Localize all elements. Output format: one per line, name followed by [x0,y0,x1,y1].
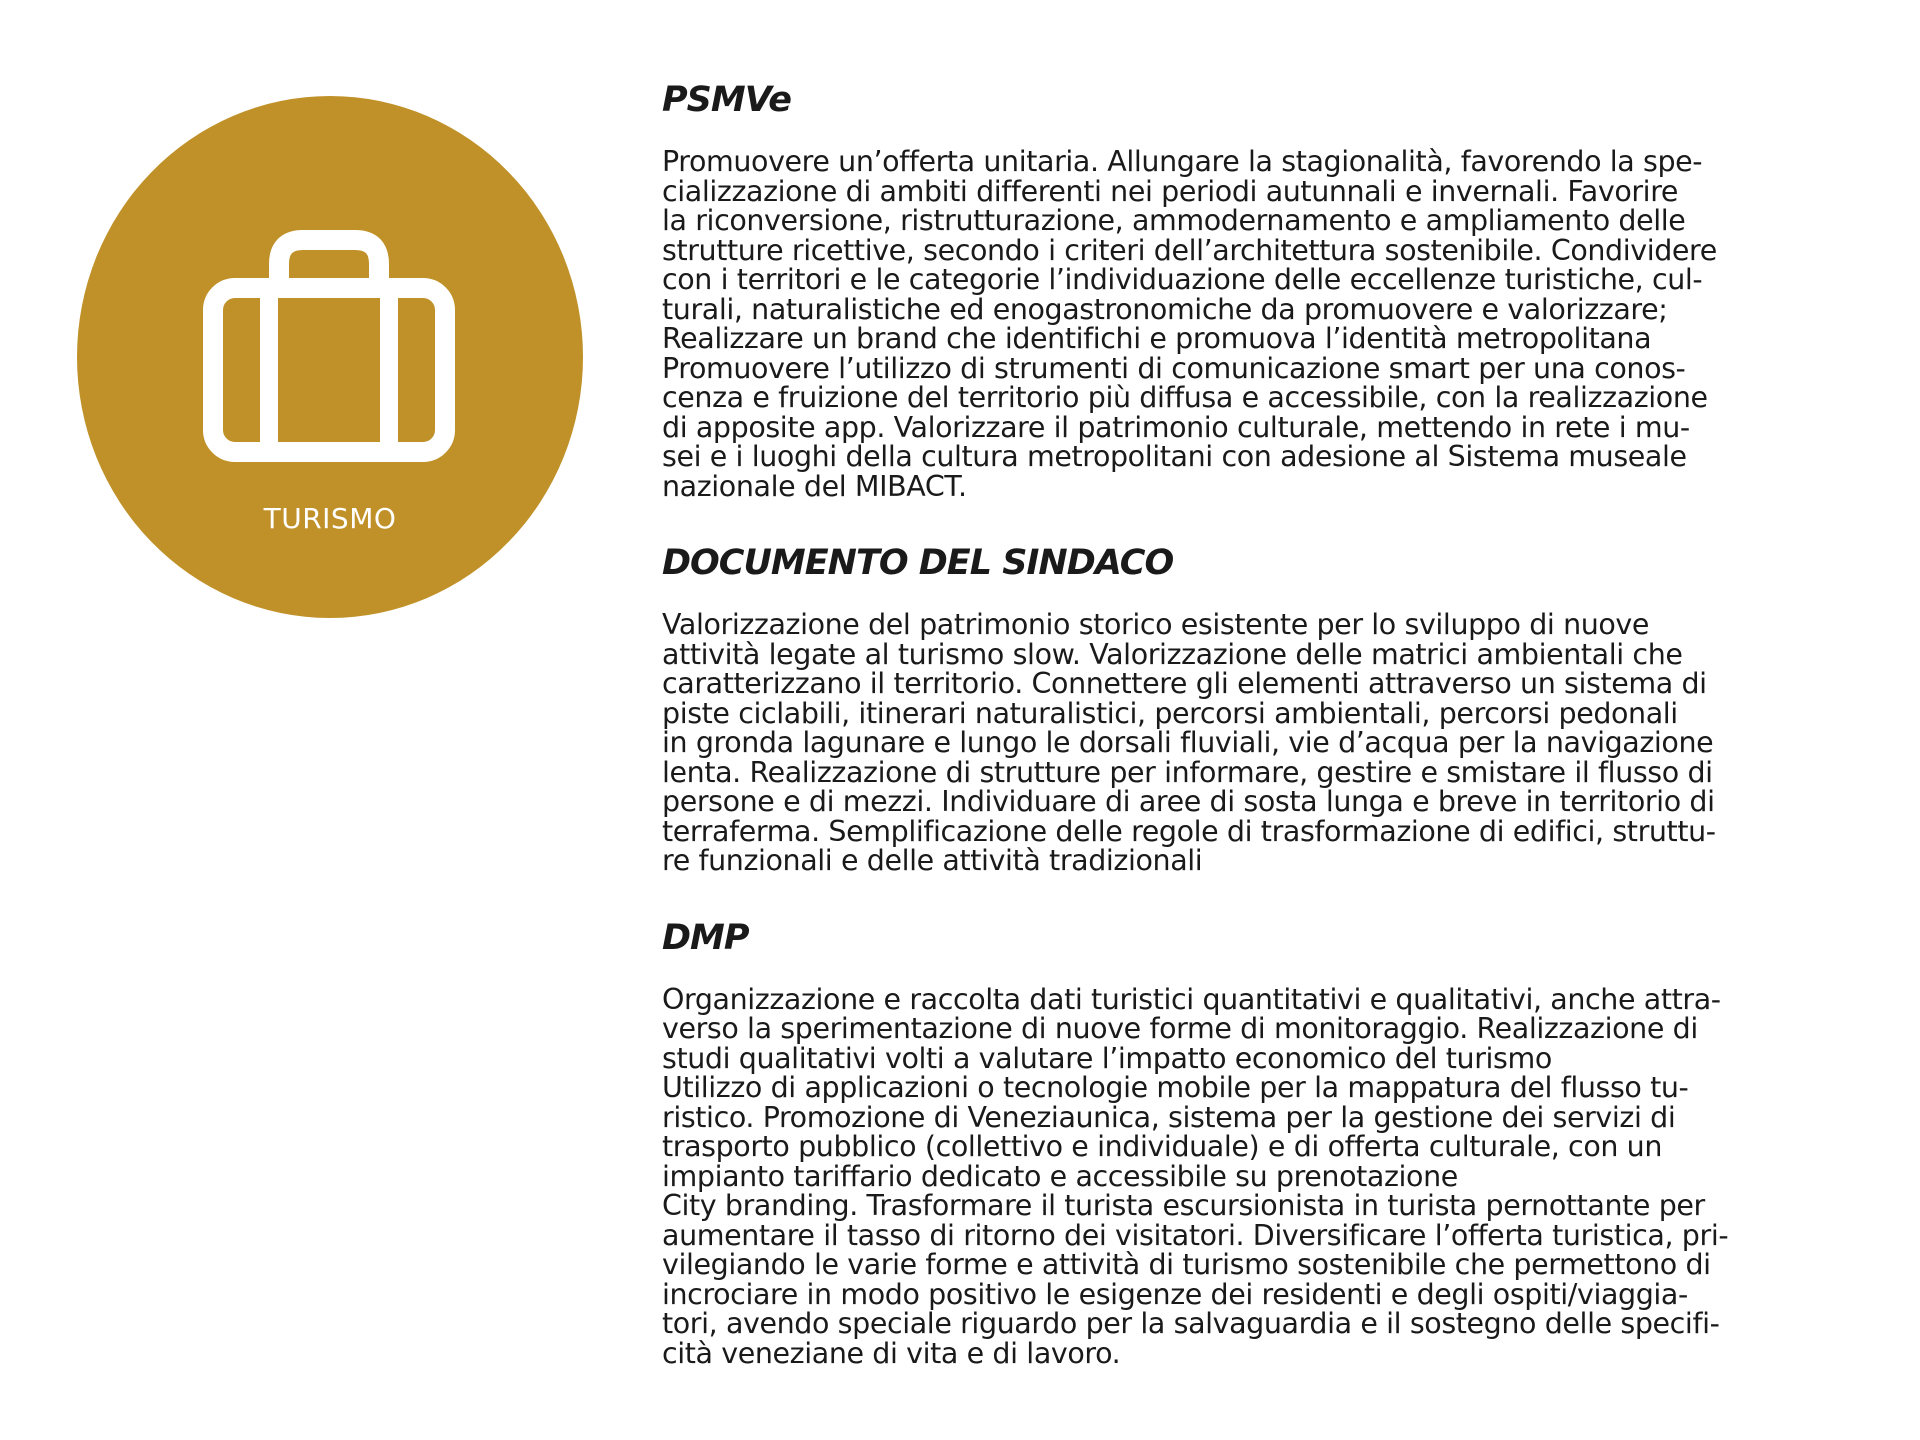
section-title: PSMVe [662,80,791,120]
text-line: di apposite app. Valorizzare il patrimonio culturale, mettendo in rete i mu- [662,410,1690,444]
text-line: la riconversione, ristrutturazione, ammodernamento e ampliamento delle [662,204,1686,237]
text-line: vilegiando le varie forme e attività di turismo sostenibile che permettono di [662,1248,1711,1281]
text-line: lenta. Realizzazione di strutture per informare, gestire e smistare il flusso di [662,755,1713,789]
section-title: DOCUMENTO DEL SINDACO [662,543,1174,583]
text-line: impianto tariffario dedicato e accessibile su prenotazione [662,1159,1458,1193]
text-line: persone e di mezzi. Individuare di aree di sosta lunga e breve in territorio di [662,785,1715,818]
text-line: Valorizzazione del patrimonio storico esistente per lo sviluppo di nuove [662,608,1650,641]
text-line: turali, naturalistiche ed enogastronomiche da promuovere e valorizzare; [662,292,1668,326]
section-body [662,147,1862,501]
section-body [662,610,1862,876]
text-line: incrociare in modo positivo le esigenze dei residenti e degli ospiti/viaggia- [662,1277,1688,1311]
section-dmp [662,916,1862,1369]
text-line: con i territori e le categorie l’individuazione delle eccellenze turistiche, cul- [662,263,1703,296]
section-title: DMP [662,917,749,958]
text-line: attività legate al turismo slow. Valorizzazione delle matrici ambientali che [662,637,1683,671]
text-line: aumentare il tasso di ritorno dei visitatori. Diversificare l’offerta turistica, pri- [662,1218,1729,1252]
section-documento-del-sindaco [662,541,1862,876]
suitcase-icon [199,230,459,464]
text-line: trasporto pubblico (collettivo e individuale) e di offerta culturale, con un [662,1130,1663,1163]
text-line: cenza e fruizione del territorio più diffusa e accessibile, con la realizzazione [662,381,1708,414]
text-line: ristico. Promozione di Veneziaunica, sistema per la gestione dei servizi di [662,1100,1676,1134]
text-line: nazionale del MIBACT. [662,469,967,503]
text-line: terraferma. Semplificazione delle regole di trasformazione di edifici, struttu- [662,814,1716,848]
text-line: sei e i luoghi della cultura metropolitani con adesione al Sistema museale [662,440,1687,473]
text-line: studi qualitativi volti a valutare l’impatto economico del turismo [662,1041,1552,1075]
text-line: City branding. Trasformare il turista escursionista in turista pernottante per [662,1189,1705,1222]
text-line: piste ciclabili, itinerari naturalistici, percorsi ambientali, percorsi pedonali [662,696,1678,730]
text-line: Realizzare un brand che identifichi e promuova l’identità metropolitana [662,322,1652,355]
content-column [662,78,1862,1368]
turismo-badge [77,96,583,618]
badge-label: TURISMO [263,502,397,535]
text-line: re funzionali e delle attività tradizionali [662,844,1203,877]
text-line: Organizzazione e raccolta dati turistici quantitativi e qualitativi, anche attra- [662,982,1721,1016]
text-line: Promuovere l’utilizzo di strumenti di comunicazione smart per una conos- [662,351,1686,385]
text-line: strutture ricettive, secondo i criteri dell’architettura sostenibile. Condividere [662,233,1717,267]
section-body [662,982,1862,1370]
text-line: caratterizzano il territorio. Connettere gli elementi attraverso un sistema di [662,667,1707,700]
text-line: cializzazione di ambiti differenti nei periodi autunnali e invernali. Favorire [662,174,1679,208]
section-psmve [662,78,1862,501]
text-line: tori, avendo speciale riguardo per la salvaguardia e il sostegno delle specifi- [662,1307,1720,1340]
text-line: verso la sperimentazione di nuove forme di monitoraggio. Realizzazione di [662,1012,1698,1045]
text-line: Promuovere un’offerta unitaria. Allungare la stagionalità, favorendo la spe- [662,145,1703,178]
text-line: cità veneziane di vita e di lavoro. [662,1336,1121,1370]
text-line: in gronda lagunare e lungo le dorsali fluviali, vie d’acqua per la navigazione [662,726,1714,759]
text-line: Utilizzo di applicazioni o tecnologie mobile per la mappatura del flusso tu- [662,1071,1689,1104]
